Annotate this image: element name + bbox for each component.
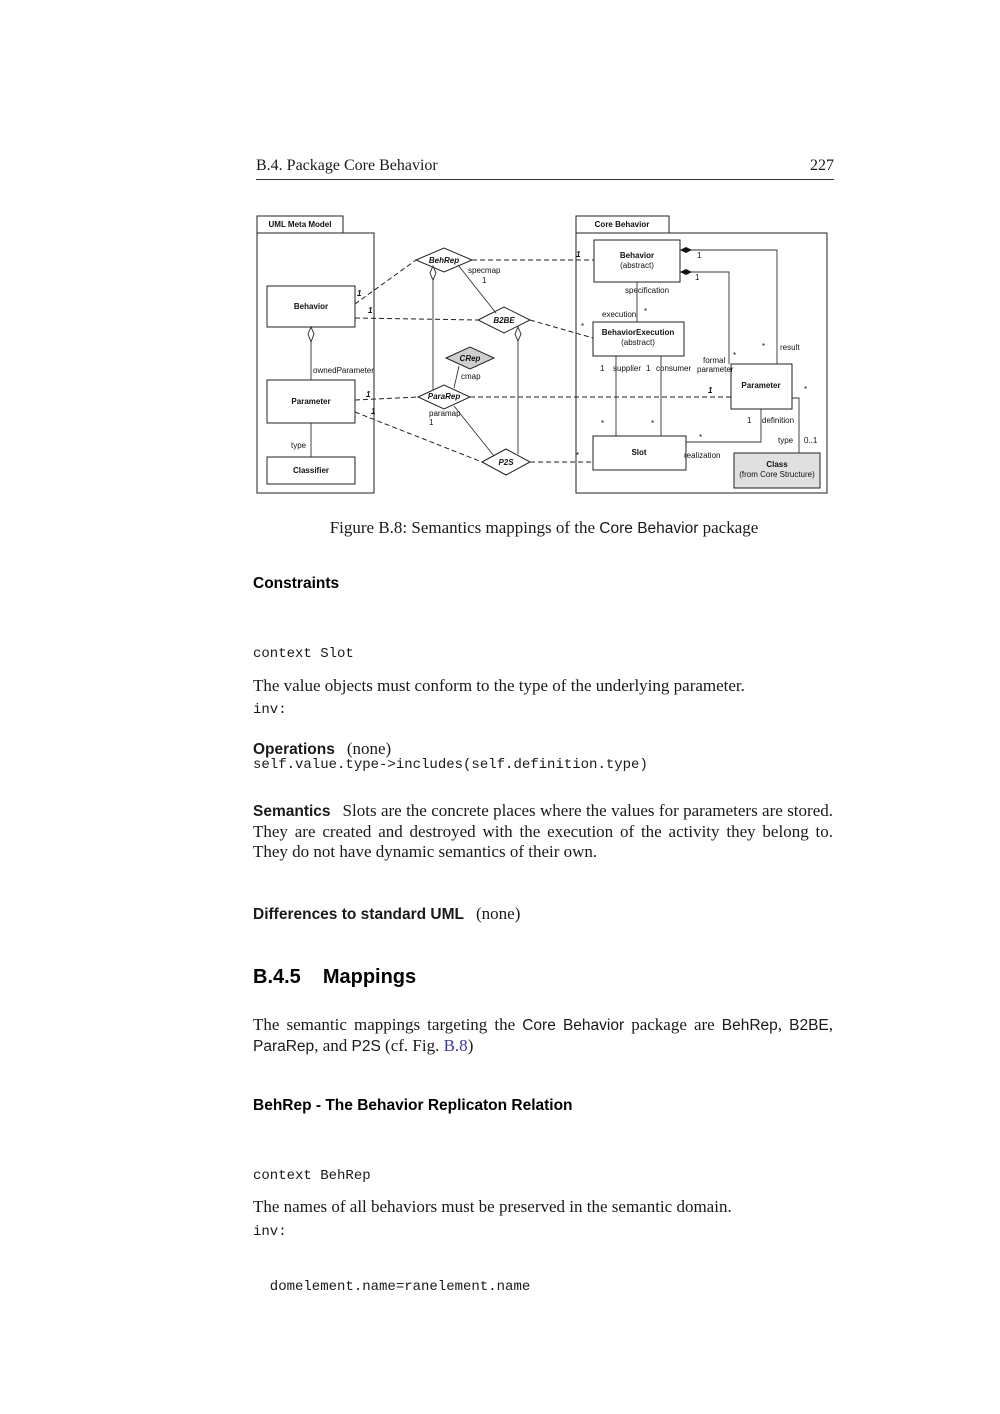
one-behrep-ran: 1 bbox=[576, 250, 581, 259]
specmap-mult: 1 bbox=[482, 276, 487, 285]
one-pararep-dom: 1 bbox=[366, 390, 371, 399]
semantics-paragraph bbox=[253, 801, 833, 862]
execution-label: execution bbox=[602, 310, 637, 319]
code-line: context BehRep bbox=[253, 1168, 371, 1184]
p2s-label: P2S bbox=[498, 458, 514, 467]
cmap-label: cmap bbox=[461, 372, 481, 381]
figure-b8 bbox=[254, 208, 834, 498]
behrep-heading: BehRep - The Behavior Replicaton Relation bbox=[253, 1097, 573, 1114]
star-b2be-ran: * bbox=[581, 322, 585, 331]
differences-paragraph bbox=[253, 904, 833, 925]
code-line: domelement.name=ranelement.name bbox=[253, 1279, 531, 1295]
package-name: Core Behavior bbox=[522, 1017, 625, 1034]
one-result: 1 bbox=[697, 251, 702, 260]
parameter-role-label: parameter bbox=[697, 365, 734, 374]
star-p2s-ran: * bbox=[576, 451, 580, 460]
specmap-label: specmap bbox=[468, 266, 501, 275]
one-p2s-dom: 1 bbox=[371, 407, 376, 416]
uml-diagram bbox=[254, 208, 834, 498]
uml-package-label: UML Meta Model bbox=[268, 220, 332, 229]
behrep-label: BehRep bbox=[428, 256, 460, 265]
running-header bbox=[256, 157, 834, 180]
definition-label: definition bbox=[762, 416, 795, 425]
caption-suffix: package bbox=[698, 518, 759, 537]
paramap-mult: 1 bbox=[429, 418, 434, 427]
one-consumer: 1 bbox=[646, 364, 651, 373]
constraints-code bbox=[253, 608, 648, 812]
figure-reference-link[interactable]: B.8 bbox=[443, 1036, 468, 1055]
text-run: , bbox=[777, 1015, 790, 1034]
b2be-aggregation bbox=[515, 327, 521, 341]
mappings-paragraph bbox=[253, 1015, 833, 1057]
caption-prefix: Figure B.8: Semantics mappings of the bbox=[329, 518, 600, 537]
semantics-text: Slots are the concrete places where the values for parameters are stored. They are created and destroyed with the execution of the activity they belong to. They do not have dynamic semantics of their own. bbox=[253, 801, 833, 861]
star-type: * bbox=[804, 385, 808, 394]
one-behrep-dom: 1 bbox=[357, 289, 362, 298]
realization-label: realization bbox=[684, 451, 721, 460]
core-package-label: Core Behavior bbox=[594, 220, 650, 229]
operations-heading: Operations bbox=[253, 741, 335, 758]
behrep-code bbox=[253, 1130, 530, 1334]
star-formal: * bbox=[733, 351, 737, 360]
mapping-name: BehRep bbox=[721, 1017, 778, 1034]
class-behavior-execution-sub: (abstract) bbox=[621, 338, 655, 347]
operations-paragraph bbox=[253, 739, 833, 760]
constraints-text: The value objects must conform to the type of the underlying parameter. bbox=[253, 676, 745, 695]
text-run: , bbox=[828, 1015, 834, 1034]
code-line: context Slot bbox=[253, 646, 354, 662]
section-number: B.4.5 bbox=[253, 966, 301, 988]
consumer-label: consumer bbox=[656, 364, 692, 373]
result-label: result bbox=[780, 343, 800, 352]
class-behavior-label: Behavior bbox=[293, 302, 329, 311]
constraints-heading: Constraints bbox=[253, 575, 340, 592]
class-core-behavior-sub: (abstract) bbox=[620, 261, 654, 270]
star-slot-left: * bbox=[601, 419, 605, 428]
mapping-name: P2S bbox=[351, 1038, 381, 1055]
star-slot-right: * bbox=[651, 419, 655, 428]
one-formal: 1 bbox=[695, 273, 700, 282]
class-core-behavior-label: Behavior bbox=[619, 251, 655, 260]
cmap-link bbox=[454, 366, 459, 388]
semantics-heading: Semantics bbox=[253, 803, 331, 820]
code-line: self.value.type->includes(self.definition.type) bbox=[253, 757, 648, 773]
type-left-label: type bbox=[291, 441, 307, 450]
paramap-label: paramap bbox=[429, 409, 461, 418]
supplier-label: supplier bbox=[613, 364, 642, 373]
running-header-section: B.4. Package Core Behavior bbox=[256, 157, 438, 174]
class-class-label: Class bbox=[766, 460, 788, 469]
mapping-name: ParaRep bbox=[253, 1038, 315, 1055]
section-heading bbox=[253, 966, 416, 989]
differences-heading: Differences to standard UML bbox=[253, 906, 465, 923]
class-parameter-label: Parameter bbox=[291, 397, 331, 406]
b2be-label: B2BE bbox=[493, 316, 515, 325]
one-definition: 1 bbox=[747, 416, 752, 425]
caption-package-name: Core Behavior bbox=[599, 520, 699, 537]
one-pararep-ran: 1 bbox=[708, 386, 713, 395]
differences-text: (none) bbox=[476, 904, 521, 923]
one-b2be-dom: 1 bbox=[368, 306, 373, 315]
text-run: The semantic mappings targeting the bbox=[253, 1015, 523, 1034]
owned-parameter-label: ownedParameter bbox=[313, 366, 374, 375]
formal-label: formal bbox=[703, 356, 726, 365]
class-class-sub: (from Core Structure) bbox=[739, 470, 815, 479]
type-right-label: type bbox=[778, 436, 794, 445]
operations-text: (none) bbox=[346, 739, 392, 758]
zero-one-label: 0..1 bbox=[804, 436, 818, 445]
page-number: 227 bbox=[810, 157, 834, 174]
class-behavior-execution-label: BehaviorExecution bbox=[601, 328, 675, 337]
code-line: inv: bbox=[253, 701, 287, 718]
crep-label: CRep bbox=[459, 354, 481, 363]
text-run: (cf. Fig. bbox=[380, 1036, 444, 1055]
star-spec: * bbox=[644, 307, 648, 316]
class-core-parameter-label: Parameter bbox=[741, 381, 781, 390]
figure-caption bbox=[254, 518, 834, 538]
section-title: Mappings bbox=[322, 966, 417, 988]
class-slot-label: Slot bbox=[631, 448, 647, 457]
specification-label: specification bbox=[625, 286, 670, 295]
text-run: package are bbox=[624, 1015, 722, 1034]
pararep-label: ParaRep bbox=[427, 392, 461, 401]
text-run: ) bbox=[467, 1036, 474, 1055]
star-result: * bbox=[762, 342, 766, 351]
code-line: inv: bbox=[253, 1223, 287, 1240]
uml-package-frame bbox=[257, 233, 374, 493]
class-classifier-label: Classifier bbox=[292, 466, 330, 475]
one-supplier: 1 bbox=[600, 364, 605, 373]
behrep-text: The names of all behaviors must be preserved in the semantic domain. bbox=[253, 1197, 732, 1216]
star-definition: * bbox=[699, 433, 703, 442]
text-run: , and bbox=[314, 1036, 352, 1055]
mapping-name: B2BE bbox=[789, 1017, 829, 1034]
